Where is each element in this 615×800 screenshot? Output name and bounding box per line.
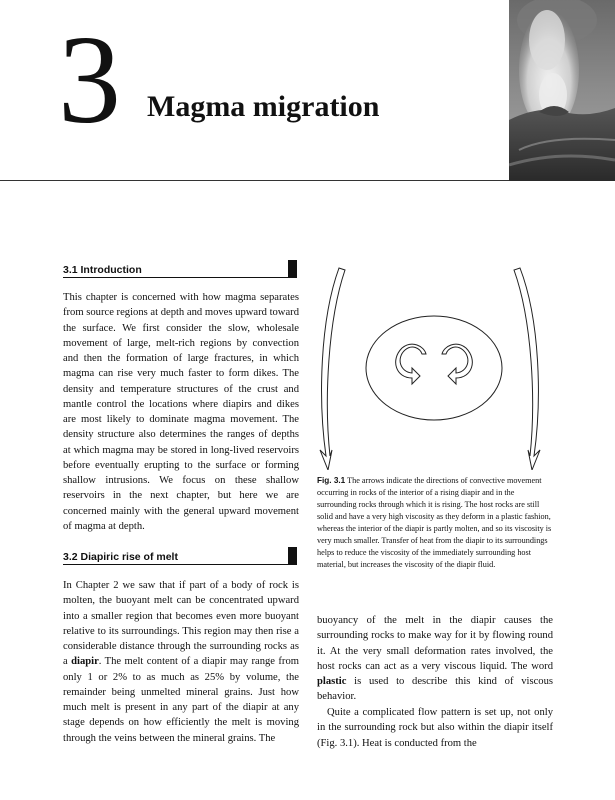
volcano-eruption-photo xyxy=(509,0,615,181)
section-heading-rule xyxy=(63,564,297,565)
left-convection-arrow xyxy=(396,344,426,384)
paragraph-text: . The melt content of a diapir may range from only 1 or 2% to as much as 25% by volume, the remainder being unmelted mineral grains. Just how much melt is present in any part of the diapir at any stage depends on how efficiently the melt is moving through the veins between the mineral grains. The xyxy=(63,656,299,744)
chapter-divider xyxy=(0,180,509,181)
section-heading-marker xyxy=(288,547,297,565)
figure-label: Fig. 3.1 xyxy=(317,476,346,485)
section-heading-introduction xyxy=(63,260,297,278)
introduction-paragraph: This chapter is concerned with how magma separates from source regions at depth and moves upward toward the surface. We first consider the slow, wholesale movement of large, melt-rich regions by convection and then the formation of large fractures, in which magma can rise very much faster to form dikes. The density and temperature structures of the crust and mantle control the locations where diapirs and dikes are most likely to dominate magma movement. The density structure also determines the ranges of depths at which magma may be stored in long-lived reservoirs before eventually erupting to the surface or forming shallow intrusions. We focus on these shallow reservoirs in the next chapter, but here we are concerned mainly with the general upward movement of magma at depth. xyxy=(63,292,299,532)
term-diapir: diapir xyxy=(71,656,99,668)
paragraph-text: In Chapter 2 we saw that if part of a body of rock is molten, the buoyant melt can be concentrated upward into a smaller region that becomes even more buoyant relative to its surroundings. This region may then rise a considerable distance through the surrounding rocks as a xyxy=(63,580,299,668)
figure-3-1-diagram xyxy=(312,260,557,470)
chapter-number: 3 xyxy=(58,11,119,150)
section-heading-label: 3.2 Diapiric rise of melt xyxy=(63,551,178,563)
diapiric-rise-paragraph xyxy=(63,578,299,746)
figure-caption xyxy=(317,475,553,571)
paragraph-text: buoyancy of the melt in the diapir causes the surrounding rocks to make way for it by flowing round it. At the very small deformation rates involved, the host rocks can act as a very viscous liquid. The word xyxy=(317,615,553,672)
right-downward-flow-arrow xyxy=(514,268,540,470)
section-heading-label: 3.1 Introduction xyxy=(63,264,142,276)
diapir-outline xyxy=(366,316,502,420)
figure-caption-text: The arrows indicate the directions of convective movement occurring in rocks of the interior of a rising diapir and in the surrounding rocks through which it is rising. The host rocks are still solid and have a very high viscosity as they deform in a plastic fashion, whereas the interior of the diapir is partly molten, and so its viscosity is very much smaller. Transfer of heat from the diapir to its surroundings helps to reduce the viscosity of the immediately surrounding host material, but increases the viscosity of the diapir fluid. xyxy=(317,476,552,569)
paragraph-text: is used to describe this kind of viscous behavior. xyxy=(317,676,553,703)
right-column-paragraph xyxy=(317,613,553,705)
term-plastic: plastic xyxy=(317,676,347,687)
section-heading-marker xyxy=(288,260,297,278)
chapter-title: Magma migration xyxy=(147,90,380,123)
right-convection-arrow xyxy=(442,344,472,384)
section-heading-diapiric-rise xyxy=(63,547,297,565)
section-heading-rule xyxy=(63,277,297,278)
right-column-paragraph-2: Quite a complicated flow pattern is set up, not only in the surrounding rock but also within the diapir itself (Fig. 3.1). Heat is conducted from the xyxy=(317,707,553,749)
left-downward-flow-arrow xyxy=(320,268,345,470)
